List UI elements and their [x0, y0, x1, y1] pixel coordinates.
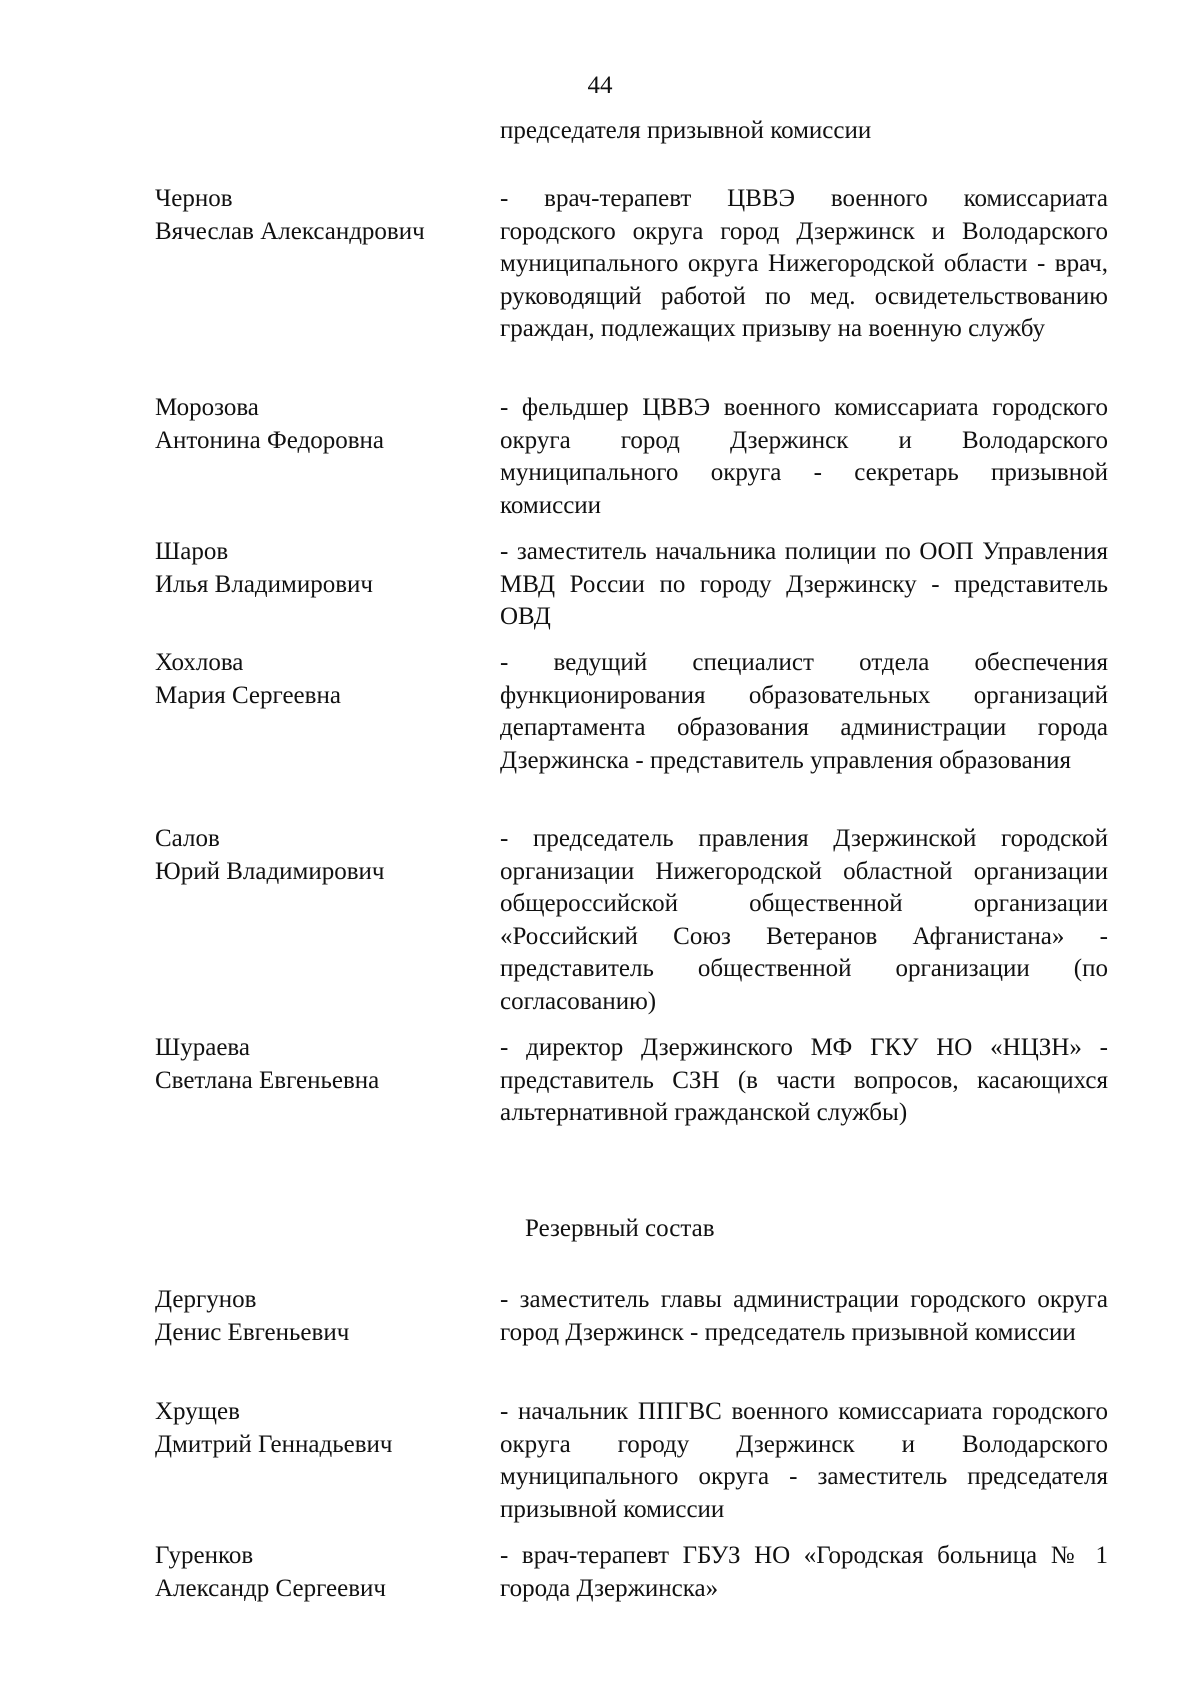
member-role: - директор Дзержинского МФ ГКУ НО «НЦЗН» - представитель СЗН (в части вопросов, касающихся альтернативной гражданской службы) — [500, 1034, 1108, 1126]
member-given-names: Вячеслав Александрович — [155, 217, 425, 245]
member-name — [155, 1032, 485, 1097]
member-role: - заместитель начальника полиции по ООП Управления МВД России по городу Дзержинску - представитель ОВД — [500, 538, 1108, 630]
member-given-names: Антонина Федоровна — [155, 426, 385, 454]
member-role: - председатель правления Дзержинской городской организации Нижегородской областной организации общероссийской общественной организации «Российский Союз Ветеранов Афганистана» - представитель общественной организации (по согласованию) — [500, 825, 1108, 1015]
member-name — [155, 823, 485, 888]
member-surname: Морозова — [155, 394, 259, 421]
reserve-section-heading: Резервный состав — [525, 1215, 715, 1242]
member-name — [155, 183, 485, 248]
member-given-names: Юрий Владимирович — [155, 857, 385, 885]
member-surname: Гуренков — [155, 1542, 254, 1569]
member-role: - фельдшер ЦВВЭ военного комиссариата городского округа город Дзержинск и Володарского муниципального округа - секретарь призывной комиссии — [500, 394, 1108, 519]
member-surname: Шаров — [155, 538, 229, 565]
member-given-names: Илья Владимирович — [155, 570, 373, 598]
member-given-names: Светлана Евгеньевна — [155, 1066, 380, 1094]
member-role: - ведущий специалист отдела обеспечения функционирования образовательных организаций департамента образования администрации города Дзержинска - представитель управления образования — [500, 649, 1108, 774]
member-given-names: Мария Сергеевна — [155, 681, 341, 709]
member-surname: Хохлова — [155, 649, 244, 676]
member-name — [155, 647, 485, 712]
member-role: - врач-терапевт ГБУЗ НО «Городская больница № 1 города Дзержинска» — [500, 1542, 1108, 1602]
member-name — [155, 536, 485, 601]
member-surname: Салов — [155, 825, 220, 852]
member-given-names: Дмитрий Геннадьевич — [155, 1430, 393, 1458]
page-number: 44 — [587, 72, 613, 99]
member-surname: Шураева — [155, 1034, 250, 1061]
member-given-names: Денис Евгеньевич — [155, 1318, 350, 1346]
member-surname: Чернов — [155, 185, 233, 212]
member-name — [155, 392, 485, 457]
member-role: - начальник ППГВС военного комиссариата городского округа городу Дзержинск и Володарского муниципального округа - заместитель председателя призывной комиссии — [500, 1398, 1108, 1523]
member-given-names: Александр Сергеевич — [155, 1574, 386, 1602]
member-name — [155, 1284, 485, 1349]
member-role: - заместитель главы администрации городского округа город Дзержинск - председатель призывной комиссии — [500, 1286, 1108, 1346]
member-role: - врач-терапевт ЦВВЭ военного комиссариата городского округа город Дзержинск и Володарского муниципального округа Нижегородской области - врач, руководящий работой по мед. освидетельствованию граждан, подлежащих призыву на военную службу — [500, 185, 1108, 342]
member-name — [155, 1396, 485, 1461]
member-surname: Хрущев — [155, 1398, 240, 1425]
continuation-text: председателя призывной комиссии — [500, 117, 872, 144]
member-surname: Дергунов — [155, 1286, 257, 1313]
member-name — [155, 1540, 485, 1605]
